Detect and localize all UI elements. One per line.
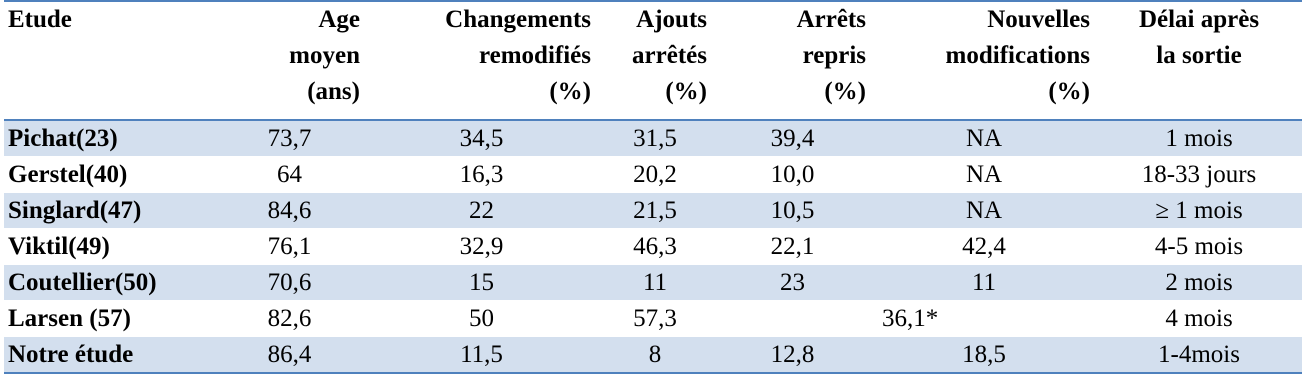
cell-changed: 32,9 [366, 229, 597, 265]
header-line: (%) [1048, 78, 1090, 105]
cell-age: 70,6 [213, 265, 366, 301]
cell-study: Singlard(47) [4, 193, 213, 229]
cell-delay: 4 mois [1096, 301, 1302, 337]
cell-study: Gerstel(40) [4, 157, 213, 193]
cell-stopped: 31,5 [597, 120, 713, 157]
header-delay [1096, 1, 1302, 120]
table-row [4, 193, 1302, 229]
cell-new-mods: 42,4 [872, 229, 1096, 265]
cell-age: 86,4 [213, 337, 366, 374]
cell-changed: 22 [366, 193, 597, 229]
cell-new-mods: NA [872, 193, 1096, 229]
cell-resumed [713, 301, 872, 337]
header-etude [4, 1, 213, 120]
header-line: modifications [945, 42, 1090, 69]
cell-delay: ≥ 1 mois [1096, 193, 1302, 229]
cell-stopped: 57,3 [597, 301, 713, 337]
header-line: la sortie [1156, 42, 1242, 69]
header-line: Age [318, 6, 360, 33]
cell-resumed: 12,8 [713, 337, 872, 374]
cell-study: Larsen (57) [4, 301, 213, 337]
header-row [4, 1, 1302, 120]
cell-changed: 16,3 [366, 157, 597, 193]
header-changed [366, 1, 597, 120]
header-line: Arrêts [796, 6, 866, 33]
cell-changed: 15 [366, 265, 597, 301]
cell-age: 64 [213, 157, 366, 193]
table-body [4, 120, 1302, 373]
header-line: Etude [8, 6, 72, 33]
header-stopped [597, 1, 713, 120]
table-row [4, 337, 1302, 374]
cell-changed: 11,5 [366, 337, 597, 374]
cell-stopped: 8 [597, 337, 713, 374]
header-line: (%) [665, 78, 707, 105]
cell-stopped: 11 [597, 265, 713, 301]
cell-delay: 18-33 jours [1096, 157, 1302, 193]
header-line: (%) [824, 78, 866, 105]
cell-stopped: 46,3 [597, 229, 713, 265]
cell-new-mods: 18,5 [872, 337, 1096, 374]
cell-age: 84,6 [213, 193, 366, 229]
cell-age: 76,1 [213, 229, 366, 265]
cell-resumed: 22,1 [713, 229, 872, 265]
table-header [4, 1, 1302, 120]
header-line: Changements [445, 6, 591, 33]
cell-new-mods: NA [872, 157, 1096, 193]
header-line: arrêtés [632, 42, 707, 69]
cell-resumed: 23 [713, 265, 872, 301]
header-line: remodifiés [478, 42, 591, 69]
cell-study: Pichat(23) [4, 120, 213, 157]
cell-resumed: 10,5 [713, 193, 872, 229]
table-row [4, 120, 1302, 157]
cell-age: 73,7 [213, 120, 366, 157]
header-new-mods [872, 1, 1096, 120]
table-row [4, 265, 1302, 301]
header-line: (ans) [307, 78, 360, 105]
header-age [213, 1, 366, 120]
header-line: Délai après [1138, 6, 1260, 33]
cell-new-mods: 36,1* [872, 301, 1096, 337]
cell-new-mods: 11 [872, 265, 1096, 301]
cell-changed: 34,5 [366, 120, 597, 157]
cell-study: Notre étude [4, 337, 213, 374]
cell-delay: 2 mois [1096, 265, 1302, 301]
header-resumed [713, 1, 872, 120]
cell-resumed: 39,4 [713, 120, 872, 157]
cell-stopped: 21,5 [597, 193, 713, 229]
header-line: moyen [289, 42, 360, 69]
header-line: Nouvelles [987, 6, 1090, 33]
header-line: repris [802, 42, 866, 69]
cell-stopped: 20,2 [597, 157, 713, 193]
table-row [4, 229, 1302, 265]
header-line: (%) [549, 78, 591, 105]
header-line: Ajouts [636, 6, 707, 33]
cell-study: Viktil(49) [4, 229, 213, 265]
cell-age: 82,6 [213, 301, 366, 337]
table-row [4, 157, 1302, 193]
cell-delay: 4-5 mois [1096, 229, 1302, 265]
cell-resumed: 10,0 [713, 157, 872, 193]
cell-study: Coutellier(50) [4, 265, 213, 301]
cell-delay: 1 mois [1096, 120, 1302, 157]
cell-changed: 50 [366, 301, 597, 337]
table-row [4, 301, 1302, 337]
cell-new-mods: NA [872, 120, 1096, 157]
cell-delay: 1-4mois [1096, 337, 1302, 374]
comparison-table [4, 0, 1302, 374]
